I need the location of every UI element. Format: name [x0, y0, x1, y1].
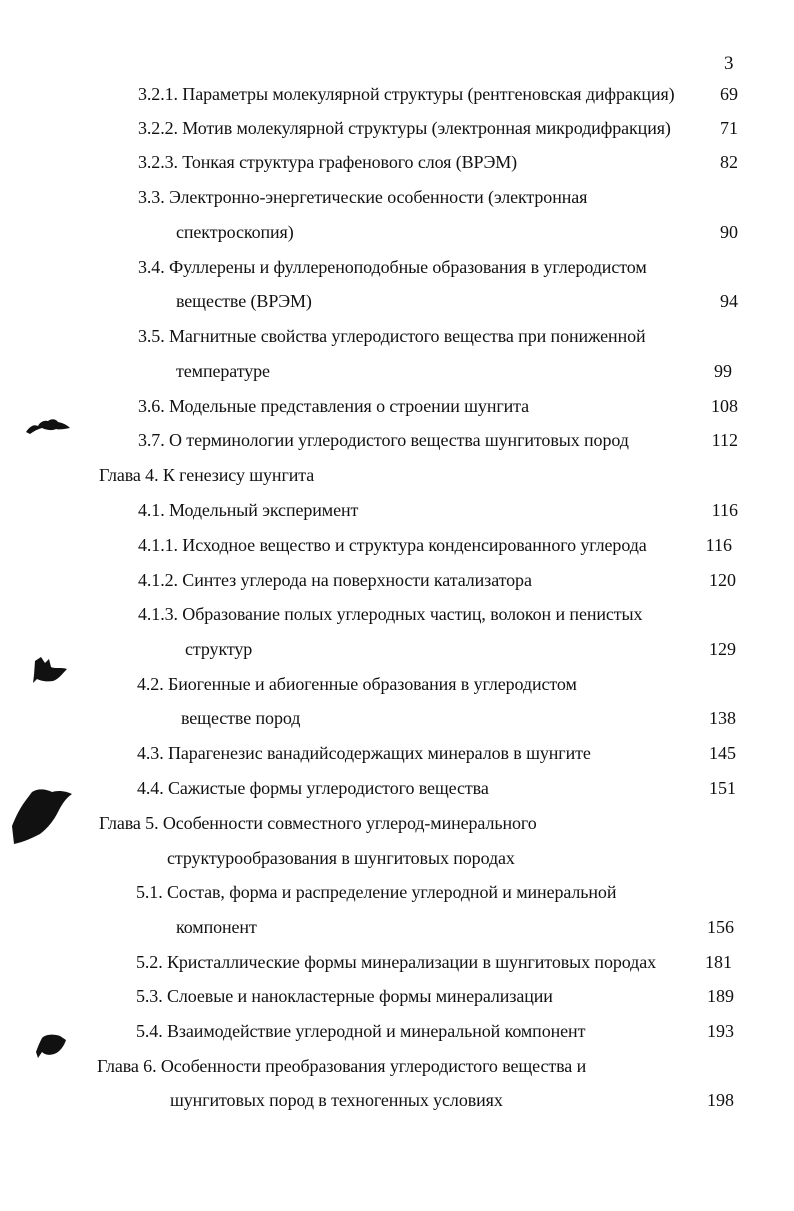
toc-entry-title: 5.1. Состав, форма и распределение углеродной и минеральной [136, 882, 617, 902]
ink-blot-1 [24, 414, 72, 436]
toc-entry-title: 3.2.1. Параметры молекулярной структуры (рентгеновская дифракция) [138, 84, 675, 104]
toc-entry-page: 198 [707, 1090, 734, 1110]
ink-blot-4 [34, 1032, 68, 1062]
toc-entry-page: 156 [707, 917, 734, 937]
toc-chapter-title: Глава 4. К генезису шунгита [99, 465, 315, 485]
toc-entry-title-continued: веществе (ВРЭМ) [176, 291, 312, 311]
toc-chapter-title-continued: шунгитовых пород в техногенных условиях [170, 1090, 503, 1110]
toc-entry-page: 82 [720, 152, 738, 172]
toc-entry-page: 129 [709, 639, 736, 659]
toc-entry-title: 5.4. Взаимодействие углеродной и минеральной компонент [136, 1021, 586, 1041]
toc-entry-title: 4.4. Сажистые формы углеродистого вещества [137, 778, 489, 798]
toc-entry-title: 3.6. Модельные представления о строении шунгита [138, 396, 530, 416]
toc-entry-title-continued: компонент [176, 917, 257, 937]
toc-entry-title: 4.1. Модельный эксперимент [138, 500, 359, 520]
toc-entry-page: 108 [711, 396, 738, 416]
toc-chapter-title: Глава 6. Особенности преобразования углеродистого вещества и [97, 1056, 587, 1076]
toc-entry-title: 4.1.2. Синтез углерода на поверхности катализатора [138, 570, 532, 590]
toc-entry-title: 5.3. Слоевые и нанокластерные формы минерализации [136, 986, 553, 1006]
toc-entry-page: 116 [711, 500, 738, 520]
page-number: 3 [724, 53, 734, 74]
toc-entry-page: 90 [720, 222, 738, 242]
toc-entry-page: 145 [709, 743, 736, 763]
toc-entry-title: 4.2. Биогенные и абиогенные образования в углеродистом [137, 674, 577, 694]
toc-entry-page: 116 [705, 535, 732, 555]
ink-blot-3 [10, 786, 74, 846]
toc-entry-page: 189 [707, 986, 734, 1006]
toc-entry-page: 138 [709, 708, 736, 728]
toc-entry-title: 4.3. Парагенезис ванадийсодержащих минералов в шунгите [137, 743, 591, 763]
toc-entry-page: 112 [711, 430, 738, 450]
toc-entry-title: 3.3. Электронно-энергетические особенности (электронная [138, 187, 588, 207]
toc-entry-page: 99 [714, 361, 732, 381]
toc-entry-title-continued: веществе пород [181, 708, 301, 728]
toc-entry-title-continued: структур [185, 639, 253, 659]
toc-entry-title-continued: температуре [176, 361, 270, 381]
toc-entry-title: 3.2.3. Тонкая структура графенового слоя (ВРЭМ) [138, 152, 518, 172]
toc-entry-title: 4.1.1. Исходное вещество и структура конденсированного углерода [138, 535, 647, 555]
toc-entry-page: 69 [720, 84, 738, 104]
toc-entry-page: 181 [705, 952, 732, 972]
ink-blot-2 [31, 655, 71, 685]
toc-entry-title-continued: спектроскопия) [176, 222, 294, 242]
toc-entry-page: 151 [709, 778, 736, 798]
toc-entry-title: 5.2. Кристаллические формы минерализации в шунгитовых породах [136, 952, 656, 972]
toc-chapter-title: Глава 5. Особенности совместного углерод-минерального [99, 813, 537, 833]
toc-entry-title: 3.7. О терминологии углеродистого вещества шунгитовых пород [138, 430, 629, 450]
toc-entry-title: 3.5. Магнитные свойства углеродистого вещества при пониженной [138, 326, 646, 346]
toc-entry-title: 3.4. Фуллерены и фуллереноподобные образования в углеродистом [138, 257, 647, 277]
toc-chapter-title-continued: структурообразования в шунгитовых породах [167, 848, 515, 868]
toc-entry-page: 94 [720, 291, 738, 311]
toc-entry-page: 120 [709, 570, 736, 590]
toc-entry-title: 3.2.2. Мотив молекулярной структуры (электронная микродифракция) [138, 118, 671, 138]
toc-entry-page: 193 [707, 1021, 734, 1041]
toc-entry-title: 4.1.3. Образование полых углеродных частиц, волокон и пенистых [138, 604, 643, 624]
toc-entry-page: 71 [720, 118, 738, 138]
